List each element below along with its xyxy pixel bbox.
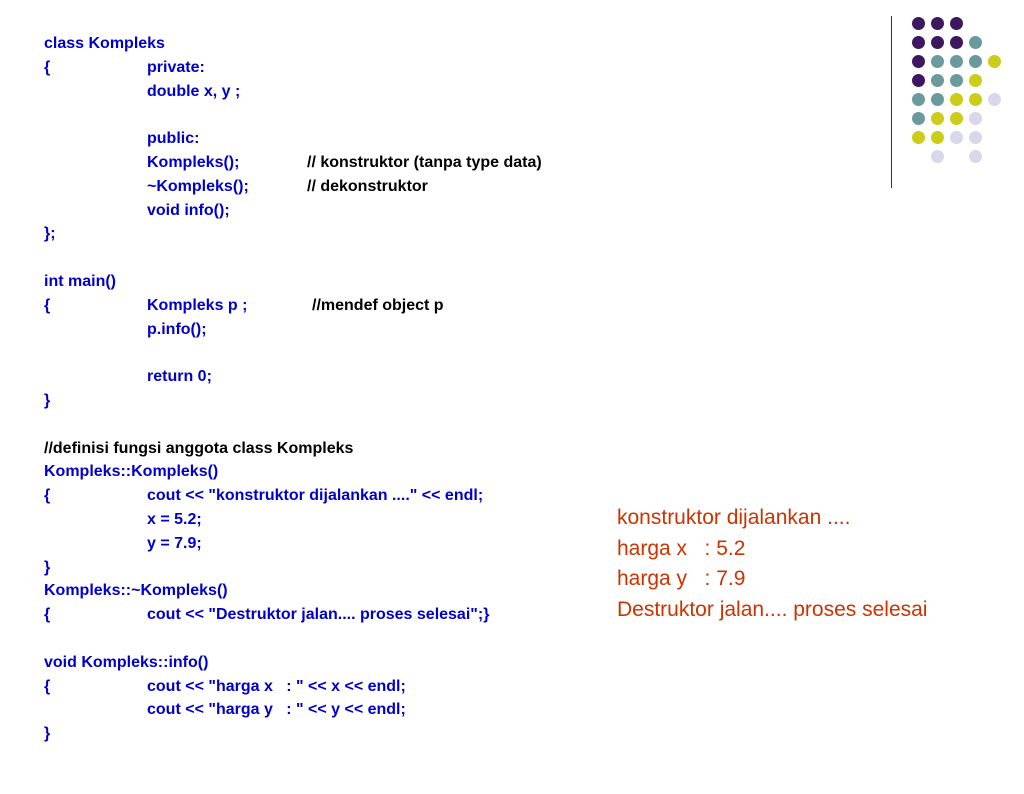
private-label: private: [147,58,205,76]
code-line [44,199,230,223]
code-line [44,556,71,580]
decorative-dot [950,36,963,49]
code-line [44,603,490,627]
public-label: public: [147,130,200,148]
ctor-def-open: { [44,487,51,505]
code-line [44,437,354,461]
code-line [44,484,484,508]
ctor-comment: // konstruktor (tanpa type data) [307,153,542,171]
decorative-dot [950,17,963,30]
code-line [44,698,406,722]
info-def-line2: cout << "harga y : " << y << endl; [147,701,406,719]
decorative-dot [988,93,1001,106]
code-line [44,80,241,104]
decorative-dot [950,74,963,87]
code-block [44,32,542,746]
code-line [44,294,444,318]
dtor-def-header: Kompleks::~Kompleks() [44,582,228,600]
decorative-dot [912,36,925,49]
code-line [44,722,71,746]
program-output [617,503,927,625]
dtor-def-line1: cout << "Destruktor jalan.... proses selesai";} [147,606,490,624]
decorative-dot [969,112,982,125]
decorative-dot [912,131,925,144]
info-def-close: } [44,725,51,743]
class-open-brace: { [44,58,51,76]
code-line [44,508,202,532]
code-line [44,175,428,199]
decorative-dot [912,74,925,87]
decorative-dot [969,55,982,68]
code-line [44,389,71,413]
code-line [44,318,207,342]
decorative-dot [969,131,982,144]
code-line [44,675,406,699]
decorative-dot [950,112,963,125]
code-line [44,151,542,175]
info-def-header: void Kompleks::info() [44,653,209,671]
output-line: harga x : 5.2 [617,536,746,560]
output-line: konstruktor dijalankan .... [617,506,851,529]
decorative-dot [931,131,944,144]
code-line [44,579,228,603]
code-line [44,532,202,556]
code-line [44,222,71,246]
blank-line [44,413,71,437]
main-header: int main() [44,272,116,290]
decorative-dot [988,55,1001,68]
decorative-dot [931,55,944,68]
def-comment: //definisi fungsi anggota class Kompleks [44,439,354,457]
decorative-dot [950,55,963,68]
dtor-def-open: { [44,606,51,624]
decorative-dot [912,112,925,125]
dtor-comment: // dekonstruktor [307,177,428,195]
main-obj: Kompleks p ; [147,296,248,314]
decorative-dot [969,93,982,106]
code-line [44,365,212,389]
code-line [44,32,165,56]
decorative-dot [931,150,944,163]
main-return: return 0; [147,368,212,386]
blank-line [44,246,71,270]
decorative-dot [969,36,982,49]
main-obj-comment: //mendef object p [312,296,444,314]
code-line [44,127,200,151]
ctor-def-close: } [44,558,51,576]
decorative-dot [931,112,944,125]
members: double x, y ; [147,82,241,100]
class-close: }; [44,225,56,243]
decorative-dot [931,93,944,106]
decorative-dot [912,17,925,30]
ctor-def-line3: y = 7.9; [147,534,202,552]
code-line [44,56,205,80]
main-close: } [44,391,51,409]
info-decl: void info(); [147,201,230,219]
decorative-dot [931,17,944,30]
decorative-dot [950,93,963,106]
blank-line [44,341,71,365]
ctor-def-line2: x = 5.2; [147,510,202,528]
blank-line [44,627,71,651]
decorative-dot [931,74,944,87]
dtor-decl: ~Kompleks(); [147,177,249,195]
info-def-line1: cout << "harga x : " << x << endl; [147,677,406,695]
output-line: harga y : 7.9 [617,567,746,590]
info-def-open: { [44,677,51,695]
code-line [44,270,116,294]
vertical-divider [891,16,892,188]
decorative-dot [912,93,925,106]
main-open-brace: { [44,296,51,314]
output-line: Destruktor jalan.... proses selesai [617,597,928,621]
decorative-dot [969,74,982,87]
main-call: p.info(); [147,320,207,338]
code-line [44,651,209,675]
decorative-dot [931,36,944,49]
blank-line [44,103,71,127]
decorative-dot [950,131,963,144]
class-header: class Kompleks [44,35,165,52]
code-line [44,460,219,484]
decorative-dot [969,150,982,163]
ctor-decl: Kompleks(); [147,153,240,171]
decorative-dot [912,55,925,68]
ctor-def-header: Kompleks::Kompleks() [44,463,219,481]
ctor-def-line1: cout << "konstruktor dijalankan ...." << endl; [147,487,484,505]
